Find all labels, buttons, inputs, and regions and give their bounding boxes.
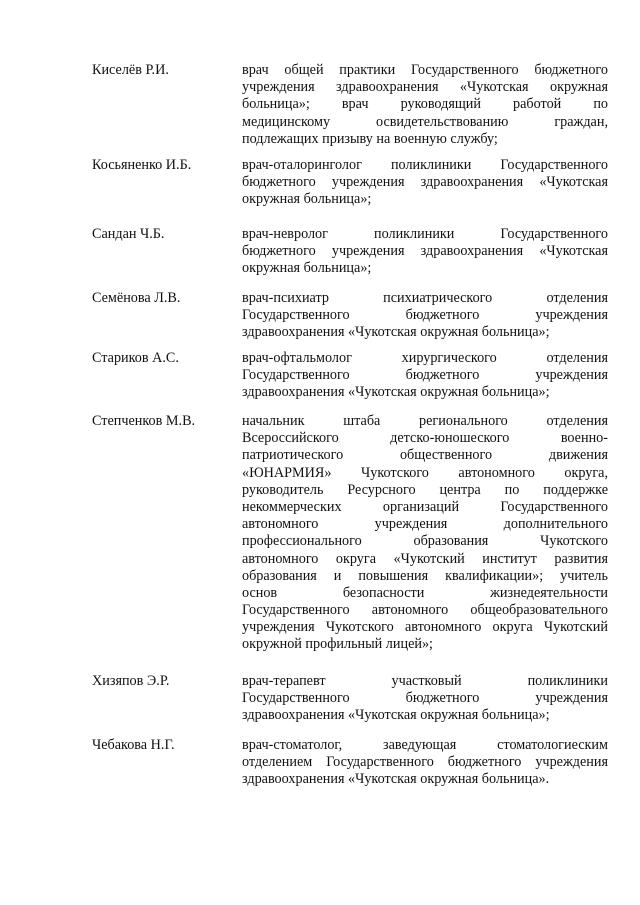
position-line: врач-оталоринголог поликлиники Государственного [242, 157, 608, 173]
position-line: Государственного автономного общеобразовательного [242, 602, 608, 619]
person-name: Киселёв Р.И. [92, 62, 169, 78]
position-line: врач-офтальмолог хирургического отделения [242, 350, 608, 366]
position-line: Государственного бюджетного учреждения [242, 367, 608, 384]
position-line: автономного округа «Чукотский институт развития [242, 550, 608, 567]
position-line: Всероссийского детско-юношеского военно- [242, 430, 608, 447]
position-line: здравоохранения «Чукотская окружная больница». [242, 771, 550, 788]
position-line: окружная больница»; [242, 260, 372, 277]
person-position [242, 737, 608, 789]
position-line: врач-стоматолог, заведующая стоматологиеским [242, 737, 608, 753]
position-line: врач-невролог поликлиники Государственного [242, 226, 608, 242]
position-line: медицинскому освидетельствованию граждан, [242, 113, 608, 130]
position-line: бюджетного учреждения здравоохранения «Чукотская [242, 243, 608, 260]
person-position [242, 290, 608, 342]
position-line: окружной профильный лицей»; [242, 636, 433, 653]
position-line: врач-терапевт участковый поликлиники [242, 673, 608, 689]
position-line: врач общей практики Государственного бюджетного [242, 62, 608, 78]
person-name: Степченков М.В. [92, 413, 196, 429]
person-position [242, 413, 608, 654]
position-line: здравоохранения «Чукотская окружная больница»; [242, 384, 550, 401]
person-position [242, 62, 608, 148]
person-position [242, 673, 608, 725]
position-line: бюджетного учреждения здравоохранения «Чукотская [242, 174, 608, 191]
person-name: Косьяненко И.Б. [92, 157, 192, 173]
position-line: больница»; врач руководящий работой по [242, 96, 608, 113]
position-line: Государственного бюджетного учреждения [242, 307, 608, 324]
position-line: некоммерческих организаций Государственного [242, 498, 608, 515]
position-line: здравоохранения «Чукотская окружная больница»; [242, 324, 550, 341]
position-line: Государственного бюджетного учреждения [242, 690, 608, 707]
position-line: учреждения здравоохранения «Чукотская окружная [242, 79, 608, 96]
position-line: профессионального образования Чукотского [242, 533, 608, 550]
person-position [242, 350, 608, 402]
position-line: окружная больница»; [242, 191, 372, 208]
position-line: отделением Государственного бюджетного учреждения [242, 754, 608, 771]
position-line: руководитель Ресурсного центра по поддержке [242, 481, 608, 498]
position-line: автономного учреждения дополнительного [242, 516, 608, 533]
person-position [242, 226, 608, 278]
person-name: Чебакова Н.Г. [92, 737, 175, 753]
position-line: «ЮНАРМИЯ» Чукотского автономного округа, [242, 464, 608, 481]
person-name: Сандан Ч.Б. [92, 226, 165, 242]
position-line: врач-психиатр психиатрического отделения [242, 290, 608, 306]
person-name: Семёнова Л.В. [92, 290, 181, 306]
position-line: патриотического общественного движения [242, 447, 608, 464]
person-name: Хизяпов Э.Р. [92, 673, 170, 689]
position-line: образования и повышения квалификации»; учитель [242, 567, 608, 584]
position-line: основ безопасности жизнедеятельности [242, 584, 608, 601]
person-name: Стариков А.С. [92, 350, 179, 366]
position-line: подлежащих призыву на военную службу; [242, 130, 498, 147]
person-position [242, 157, 608, 209]
position-line: начальник штаба регионального отделения [242, 413, 608, 429]
position-line: учреждения Чукотского автономного округа Чукотский [242, 619, 608, 636]
position-line: здравоохранения «Чукотская окружная больница»; [242, 707, 550, 724]
